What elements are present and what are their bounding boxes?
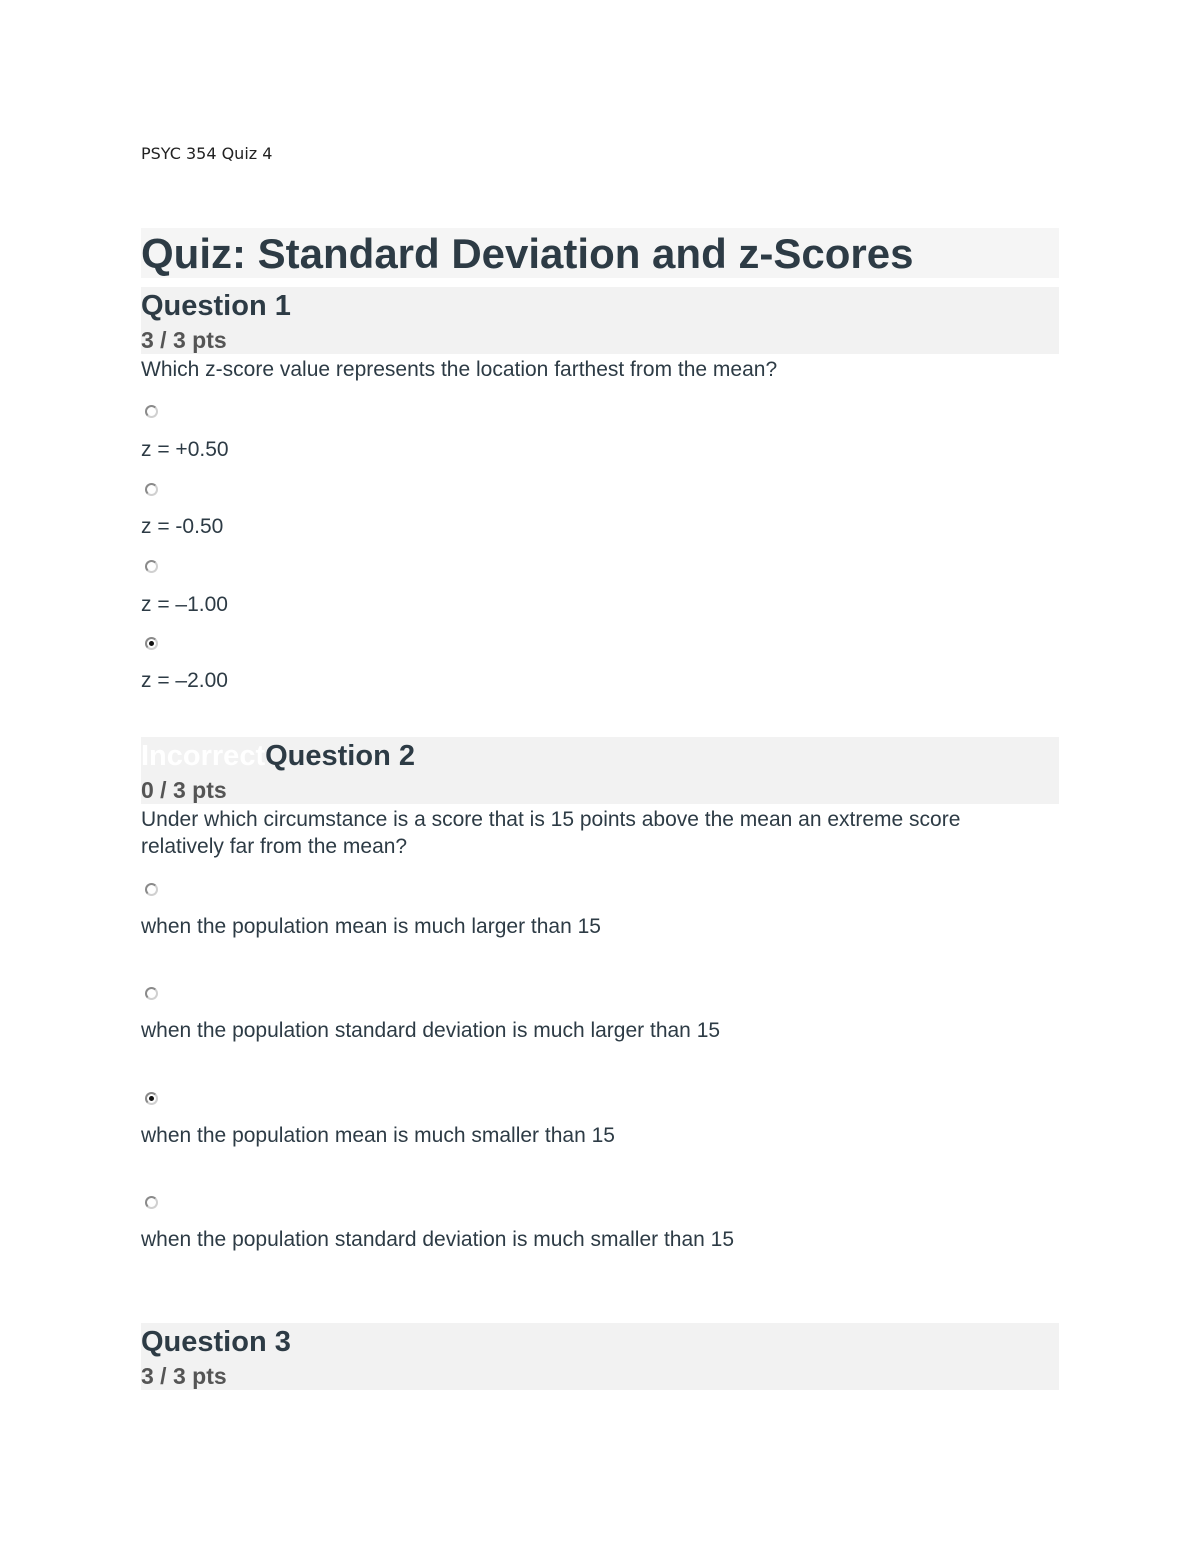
question-2-answer-4-radio[interactable] <box>145 1196 158 1209</box>
question-2-answer-1-radio[interactable] <box>145 883 158 896</box>
question-2-status: Incorrect <box>141 740 266 772</box>
quiz-title-bar <box>141 228 1059 278</box>
question-1-title: Question 1 <box>141 290 291 322</box>
question-1-answer-3-label: z = –1.00 <box>141 593 228 616</box>
question-1-answer-1-label: z = +0.50 <box>141 438 229 461</box>
question-1-answer-4-radio[interactable] <box>145 637 158 650</box>
question-1-answer-1-radio[interactable] <box>145 405 158 418</box>
quiz-title: Quiz: Standard Deviation and z-Scores <box>141 230 914 277</box>
question-2-answer-2-label: when the population standard deviation is much larger than 15 <box>141 1019 721 1042</box>
question-2-answer-3-label: when the population mean is much smaller than 15 <box>141 1124 615 1147</box>
document-header: PSYC 354 Quiz 4 <box>141 144 273 163</box>
question-1-answer-2-label: z = -0.50 <box>141 515 224 538</box>
question-2-text: Under which circumstance is a score that is 15 points above the mean an extreme score relatively far from the mean? <box>141 808 961 858</box>
question-1-answer-4-label: z = –2.00 <box>141 669 228 692</box>
question-1-header <box>141 287 1059 354</box>
question-1-answer-3-radio[interactable] <box>145 560 158 573</box>
question-1-text: Which z-score value represents the location farthest from the mean? <box>141 358 778 381</box>
question-2-answer-4-label: when the population standard deviation is much smaller than 15 <box>141 1228 735 1251</box>
question-2-header <box>141 737 1059 804</box>
question-2-answer-3-radio[interactable] <box>145 1092 158 1105</box>
question-1-answer-2-radio[interactable] <box>145 483 158 496</box>
question-2-answer-2-radio[interactable] <box>145 987 158 1000</box>
question-2-points: 0 / 3 pts <box>141 777 227 803</box>
question-2-answer-1-label: when the population mean is much larger than 15 <box>141 915 601 938</box>
question-2-title: Question 2 <box>265 740 415 772</box>
question-2-title-row <box>141 739 415 773</box>
question-1-points: 3 / 3 pts <box>141 327 227 353</box>
question-3-header <box>141 1323 1059 1390</box>
question-3-title: Question 3 <box>141 1326 291 1358</box>
question-3-points: 3 / 3 pts <box>141 1363 227 1389</box>
